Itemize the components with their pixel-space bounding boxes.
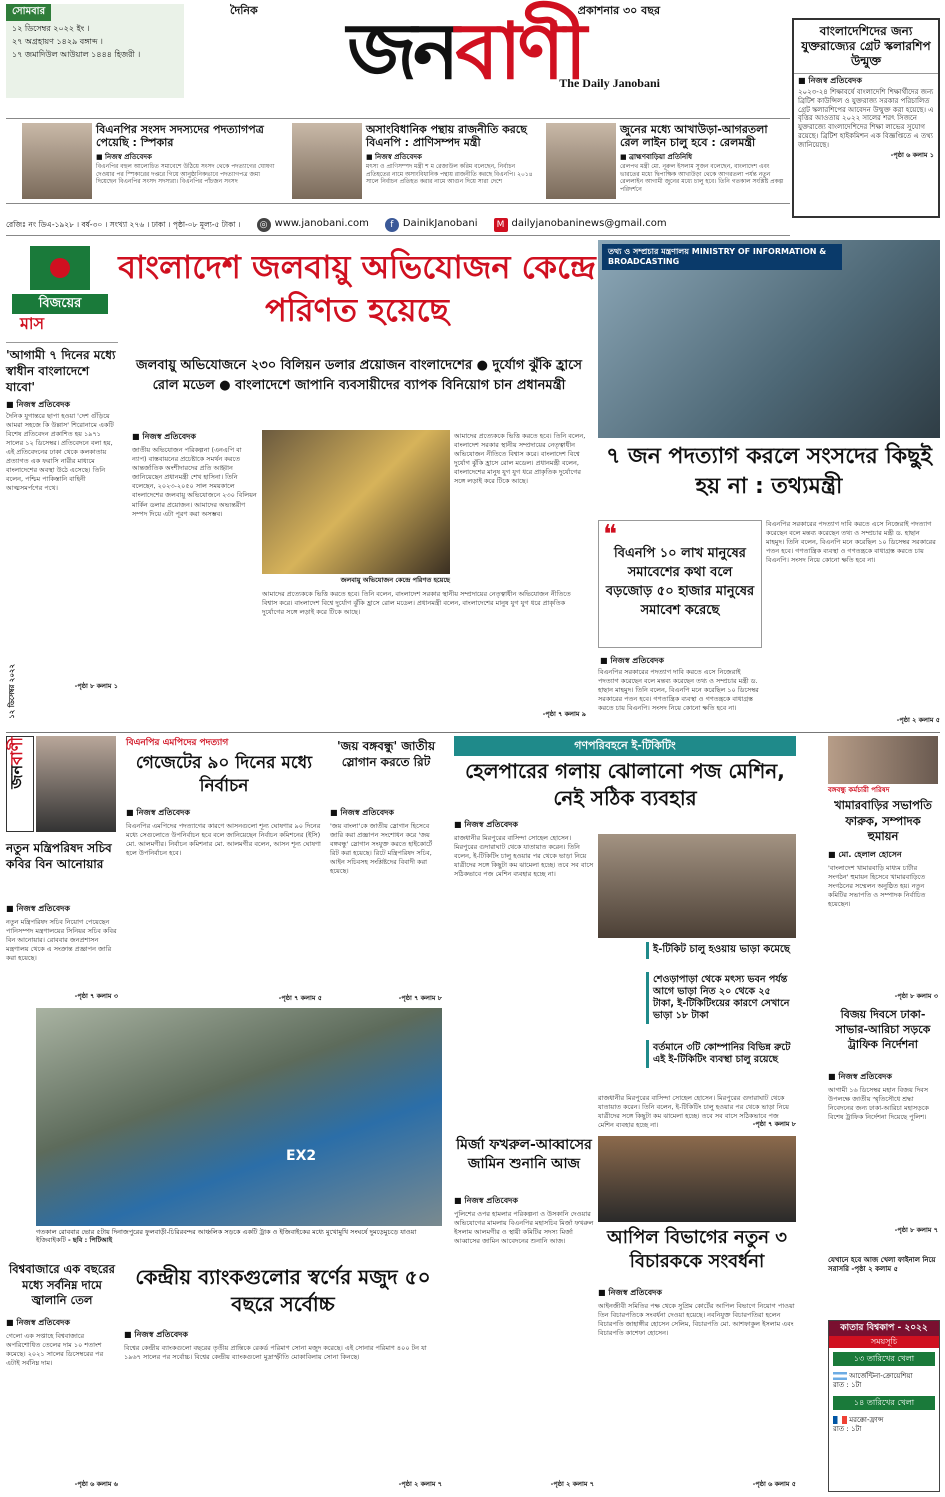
farm-byline: ■ মো. হেলাল হোসেন — [828, 850, 902, 859]
cabinet-secretary-continue[interactable]: -পৃষ্ঠা ৭ কলাম ৩ — [74, 992, 118, 1000]
gold-headline[interactable]: কেন্দ্রীয় ব্যাংকগুলোর স্বর্ণের মজুদ ৫০ বছরে সর্বোচ্চ — [135, 1265, 431, 1316]
worldcup-subtitle: সময়সূচি — [829, 1336, 939, 1348]
masthead-anniversary-tag: প্রকাশনার ৩০ বছর — [577, 4, 660, 17]
eticket-callout-3: বর্তমানে ৩টি কোম্পানির বিভিন্ন রুটে এই ই-টিকিটিং ব্যবস্থা চালু রয়েছে — [646, 1040, 796, 1068]
worldcup-teaser-continue: -পৃষ্ঠা ২ কলাম ৫ — [851, 1264, 899, 1273]
teaser-rail-minister[interactable] — [546, 123, 790, 201]
joy-bangla-headline[interactable]: 'জয় বঙ্গবন্ধু' জাতীয় স্লোগান করতে রিট — [336, 739, 436, 770]
masthead[interactable] — [200, 0, 780, 104]
accident-photo — [36, 1008, 442, 1226]
worldcup-match1 — [829, 1370, 939, 1392]
appeal-text: আইনজীবী সমিতির পক্ষ থেকে সুপ্রিম কোর্টের আপিল বিভাগে নিয়োগ পাওয়া তিন বিচারপতিকে সংবর্ধনা দেওয়া হয়েছে। নবনিযুক্ত বিচারপতিরা হলেন বিচারপতি জাহাঙ্গীর হোসেন সেলিম, বিচারপতি মো. আশফাকুল ইসলাম এবং বিচারপতি কাশেফা হোসেন। — [598, 1302, 795, 1338]
logo-part-b: বাণী — [455, 6, 583, 97]
website-link[interactable] — [257, 218, 369, 232]
argentina-flag-icon — [833, 1372, 847, 1380]
victory-day-continue[interactable]: -পৃষ্ঠা ৮ কলাম ৭ — [894, 1226, 938, 1234]
section-divider — [6, 732, 940, 733]
date-hijri: ১৭ জমাদিউল আউয়াল ১৪৪৪ হিজরী । — [12, 49, 141, 59]
eticket-continue[interactable]: -পৃষ্ঠা ৭ কলাম ৮ — [752, 1120, 796, 1128]
bnp-mp-byline: ■ নিজস্ব প্রতিবেদক — [126, 808, 190, 817]
side-article-byline: ■ নিজস্ব প্রতিবেদক — [6, 399, 70, 409]
mirza-headline[interactable]: মির্জা ফখরুল-আব্বাসের জামিন শুনানি আজ — [456, 1137, 592, 1172]
scholarship-continue[interactable]: -পৃষ্ঠা ৬ কলাম ১ — [890, 151, 934, 160]
victory-day-text: আগামী ১৬ ডিসেম্বর মহান বিজয় দিবস উপলক্ষে জাতীয় স্মৃতিসৌধে শ্রদ্ধা নিবেদনের জন্য ঢাকা-আরিচা মহাসড়কে বিশেষ ট্রাফিক নির্দেশনা দিয়েছে পুলিশ। — [828, 1086, 929, 1122]
date-english: ১২ ডিসেম্বর ২০২২ ইং । — [12, 23, 90, 33]
oil-headline[interactable]: বিশ্ববাজারে এক বছরের মধ্যে সর্বনিম্ন দামে জ্বালানি তেল — [8, 1262, 115, 1308]
mirza-text: পুলিশের ওপর হামলার পরিকল্পনা ও উসকানি দেওয়ার অভিযোগের মামলায় বিএনপির মহাসচিব মির্জা ফখরুল ইসলাম আলমগীর ও স্থায়ী কমিটির সদস্য মির্জা আব্বাসের জামিন আবেদনের শুনানি আজ। — [454, 1210, 594, 1246]
email-link[interactable] — [494, 218, 667, 232]
victory-line2: মাস — [20, 314, 45, 333]
info-minister-continue[interactable]: -পৃষ্ঠা ২ কলাম ৫ — [896, 716, 940, 724]
rail-minister-photo — [546, 123, 616, 199]
bus-photo — [598, 834, 796, 938]
website-text: www.janobani.com — [274, 218, 369, 230]
cabinet-secretary-headline[interactable]: নতুন মন্ত্রিপরিষদ সচিব কবির বিন আনোয়ার — [6, 841, 112, 872]
accident-caption-text: গতকাল রোববার ভোর ৫টায় দিনাজপুরের ফুলবাড়ী-চিরিরবন্দর আঞ্চলিক সড়কে একটি ট্রাক ও ইজিবাইকের মধ্যে মুখোমুখি সংঘর্ষে দুমড়েমুচড়ে যাওয়া ইজিবাইকটি — [36, 1228, 417, 1245]
bnp-mp-headline[interactable]: গেজেটের ৯০ দিনের মধ্যে নির্বাচন — [135, 753, 313, 796]
appeal-headline[interactable]: আপিল বিভাগের নতুন ৩ বিচারককে সংবর্ধনা — [606, 1227, 787, 1273]
info-minister-text-1: বিএনপির সরকারের পদত্যাগ দাবি করতে এসে নিজেরাই পদত্যাগ করেছেন বলে মন্তব্য করেছেন তথ্য ও সম্প্রচার মন্ত্রী ড. হাছান মাহমুদ। তিনি বলেন, বিএনপি মনে করেছিল ১০ ডিসেম্বর সরকারের পতন হবে। গণতান্ত্রিক ব্যবস্থা ও গণতন্ত্রকে বাধাগ্রস্ত করতে চায় বিএনপি। সংসদ নিয়ে কোনো ক্ষতি হবে না। — [598, 668, 759, 713]
gold-continue[interactable]: -পৃষ্ঠা ২ কলাম ৭ — [398, 1480, 442, 1488]
bnp-mp-kicker: বিএনপির এমপিদের পদত্যাগ — [126, 738, 229, 748]
speaker-photo — [22, 123, 92, 199]
accident-credit: - ছবি : পিটিআই — [67, 1236, 113, 1245]
registration-info: রেজিঃ নং ডিএ-১৯২৮ । বর্ষ-৩০ । সংখ্যা ২৭৬ । ঢাকা । পৃষ্ঠা-০৮ মূল্য-৫ টাকা । — [6, 219, 241, 229]
victory-day-headline[interactable]: বিজয় দিবসে ঢাকা-সাভার-আরিচা সড়কে ট্রাফিক নির্দেশনা — [835, 1008, 931, 1051]
scholarship-byline: ■ নিজস্ব প্রতিবেদক — [798, 76, 862, 85]
masthead-daily-tag: দৈনিক — [230, 4, 258, 17]
lead-continue[interactable]: -পৃষ্ঠা ৭ কলাম ৯ — [542, 710, 586, 718]
teaser-speaker[interactable] — [22, 123, 284, 201]
gold-text: বিশ্বের কেন্দ্রীয় ব্যাংকগুলো বছরের তৃতীয় প্রান্তিকে রেকর্ড পরিমাণ সোনা মজুদ করেছে। এই সোনার পরিমাণ ৪০০ টন যা ১৯৬৭ সালের পর সর্বোচ্চ। বিশ্বের কেন্দ্রীয় ব্যাংকগুলো মুদ্রাস্ফীতি মোকাবিলায় সোনা কিনছে। — [124, 1344, 427, 1362]
cabinet-secretary-text: নতুন মন্ত্রিপরিষদ সচিব নিয়োগ পেয়েছেন পানিসম্পদ মন্ত্রণালয়ের সিনিয়র সচিব কবির বিন আনোয়ার। রোববার জনপ্রশাসন মন্ত্রণালয় থেকে এ সংক্রান্ত প্রজ্ঞাপন জারি করা হয়েছে। — [6, 918, 117, 963]
cabinet-secretary-photo — [36, 736, 116, 832]
info-minister-byline: ■ নিজস্ব প্রতিবেদক — [600, 656, 664, 665]
facebook-link[interactable] — [385, 218, 478, 232]
info-bar — [6, 214, 790, 236]
side-article-title[interactable]: 'আগামী ৭ দিনের মধ্যে স্বাধীন বাংলাদেশে যাবো' — [6, 342, 118, 396]
farm-text: 'বাংলাদেশ খামারবাড়ি মাধ্যম চার্টার সংগঠন' হুমায়ন হিসেবে খামারবাড়িতে সংগঠনের সম্মেলন অনুষ্ঠিত হয়। নতুন কমিটির সভাপতি ও সম্পাদক নির্বাচিত হয়েছেন। — [828, 864, 926, 909]
side-article-independence[interactable] — [6, 342, 118, 690]
lead-subheadline: জলবায়ু অভিযোজনে ২৩০ বিলিয়ন ডলার প্রয়োজন বাংলাদেশের ● দুর্যোগ ঝুঁকি হ্রাসে রোল মডেল ● বাংলাদেশে জাপানি ব্যবসায়ীদের ব্যাপক বিনিয়োগ চান প্রধানমন্ত্রী — [136, 358, 582, 393]
cabinet-secretary-byline: ■ নিজস্ব প্রতিবেদক — [6, 904, 70, 913]
english-name: The Daily Janobani — [559, 76, 660, 90]
match2-text: মরক্কো-ফ্রান্স — [849, 1415, 884, 1424]
farm-leaders-photo — [828, 736, 938, 784]
weekday-label: সোমবার — [6, 4, 51, 21]
lead-text-col2: আমাদের প্রত্যেককে ভিত্তি করতে হবে। তিনি বলেন, বাংলাদেশ সরকার স্থানীয় সম্প্রদায়ের নেতৃত্বাধীন অভিযোজন নীতিতে বিশ্বাস করে। বাংলাদেশ বিশ্বে দুর্যোগ ঝুঁকি হ্রাসে রোল মডেল। প্রধানমন্ত্রী বলেন, বাংলাদেশের মানুষ যুগ যুগ ধরে প্রাকৃতিক দুর্যোগের সঙ্গে লড়াই করে টিকে আছে। — [454, 432, 586, 486]
vertical-date: ১২ ডিসেম্বর ২০২২ — [8, 664, 16, 719]
match2-time: রাত : ১টা — [833, 1424, 862, 1433]
lead-text-col1: জাতীয় অভিযোজন পরিকল্পনা (এনএপি বা ন্যাপ) বাস্তবায়নের প্রচেষ্টাকে সমর্থন করতে আন্তর্জাতিক অংশীদারদের প্রতি আহ্বান জানিয়েছেন প্রধানমন্ত্রী শেখ হাসিনা। তিনি বলেছেন, ২০২৩-২০৫০ সাল সময়কালে বাংলাদেশের জলবায়ু অভিযোজনে ২৩০ বিলিয়ন মার্কিন ডলার প্রয়োজন। আমাদের অভ্যন্তরীণ সম্পদ দিয়ে এটা পূরণ করা অসম্ভব। — [132, 446, 257, 518]
accident-caption — [36, 1228, 442, 1244]
teaser-title[interactable]: অসাংবিধানিক পন্থায় রাজনীতি করছে বিএনপি : প্রাণিসম্পদ মন্ত্রী — [366, 123, 527, 150]
scholarship-box[interactable] — [792, 18, 940, 218]
flag-icon — [30, 246, 90, 290]
worldcup-schedule — [828, 1320, 940, 1492]
scholarship-text: ২০২৩-২৪ শিক্ষাবর্ষে বাংলাদেশি শিক্ষার্থীদের জন্য ব্রিটিশ কাউন্সিল ও যুক্তরাজ্য সরকার পরিচালিত গ্রেট স্কলারশিপের আবেদন উন্মুক্ত করা হয়েছে। এ বৃত্তির আওতায় ২০২২ সালের শরৎ সিজনে যুক্তরাজ্যে বাংলাদেশিদের শিক্ষা লাভের সুযোগ রয়েছে। ব্রিটিশ হাইকমিশন এক বিজ্ঞপ্তিতে এ তথ্য জানিয়েছে। — [798, 88, 934, 149]
mail-icon: M — [494, 218, 508, 232]
scholarship-title[interactable]: বাংলাদেশিদের জন্য যুক্তরাজ্যের গ্রেট স্কলারশিপ উন্মুক্ত — [794, 20, 938, 74]
pm-photo — [262, 430, 450, 574]
bnp-mp-text: বিএনপির এমপিদের পদত্যাগের কারণে আসনগুলো শূন্য ঘোষণার ৯০ দিনের মধ্যে সেগুলোতে উপনির্বাচন হবে বলে জানিয়েছেন নির্বাচন কমিশনের (ইসি) মো. আলমগীর। নির্বাচন কমিশনার মো. আলমগীর বলেন, আসন শূন্য ঘোষণা হলে উপনির্বাচন হবে। — [126, 822, 321, 858]
vehicle-plate-text: EX2 — [286, 1148, 317, 1164]
teaser-text: বিএনপির বহুল আলোচিত সমাবেশে উঠিয়ে সংসদ থেকে পদত্যাগের ঘোষণা দেওয়ার পর স্পিকারের দপ্তরে গিয়ে আনুষ্ঠানিকভাবে পদত্যাগপত্র জমা দিয়েছেন বিএনপির সংসদ সদস্যরা। বিএনপির পাঁচজন সংসদ — [96, 163, 275, 185]
eticket-headline[interactable]: হেলপারের গলায় ঝোলানো পজ মেশিন, নেই সঠিক ব্যবহার — [465, 759, 785, 810]
teaser-text: মৎস্য ও প্রাণিসম্পদ মন্ত্রী শ ম রেজাউল করিম বলেছেন, নির্বাচন প্রতিহতের নামে অসাংবিধানিক পন্থায় রাজনীতি করছে বিএনপি। ২০১৪ সালে নির্বাচন প্রতিহত করার নামে আগুন দিয়ে সারা দেশে — [366, 163, 533, 185]
press-conference-photo — [598, 240, 940, 438]
worldcup-day1: ১৩ তারিখের খেলা — [833, 1352, 935, 1366]
teaser-strip — [6, 118, 790, 204]
appeal-continue[interactable]: -পৃষ্ঠা ৬ কলাম ৫ — [752, 1480, 796, 1488]
quote-mark-icon: ❝ — [603, 520, 617, 550]
globe-icon: ◎ — [257, 218, 271, 232]
eticket-byline: ■ নিজস্ব প্রতিবেদক — [454, 820, 518, 829]
victory-line1: বিজয়ের — [12, 294, 108, 314]
oil-continue[interactable]: -পৃষ্ঠা ৬ কলাম ৬ — [74, 1480, 118, 1488]
quote-text: বিএনপি ১০ লাখ মানুষের সমাবেশের কথা বলে বড়জোড় ৫০ হাজার মানুষের সমাবেশ করেছে — [605, 546, 755, 618]
mirza-continue[interactable]: -পৃষ্ঠা ২ কলাম ৭ — [550, 1480, 594, 1488]
oil-byline: ■ নিজস্ব প্রতিবেদক — [6, 1318, 70, 1327]
joy-bangla-text: 'জয় বাংলা'কে জাতীয় স্লোগান হিসেবে জারি করা প্রজ্ঞাপন সংশোধন করে 'জয় বঙ্গবন্ধু' স্লোগান সংযুক্ত করতে হাইকোর্টে রিট করা হয়েছে। রিটে মন্ত্রিপরিষদ সচিব, আইন সচিবসহ সংশ্লিষ্টদের বিবাদী করা হয়েছে। — [330, 822, 433, 876]
france-flag-icon — [833, 1416, 847, 1424]
logo-part-a: জন — [347, 6, 456, 97]
worldcup-day2: ১৪ তারিখের খেলা — [833, 1396, 935, 1410]
appeal-byline: ■ নিজস্ব প্রতিবেদক — [598, 1288, 662, 1297]
eticket-text: রাজধানীর মিরপুরের বাসিন্দা সোহেল হোসেন। মিরপুরের গুদারাঘাট থেকে যাতায়াত করেন। তিনি বলেন, ই-টিকিটিং চালু হওয়ার পর থেকে ভাড়া নিয়ে যাত্রীদের সঙ্গে কিছুটা কম ঝামেলা হচ্ছে। তবে সব বাসে সঠিকভাবে পজ মেশিন ব্যবহার হচ্ছে না। — [454, 834, 594, 879]
farm-continue[interactable]: -পৃষ্ঠা ৮ কলাম ৩ — [894, 992, 938, 1000]
worldcup-match2 — [829, 1414, 939, 1436]
mini-logo — [6, 736, 34, 832]
email-text: dailyjanobaninews@gmail.com — [511, 218, 667, 230]
teaser-livestock-minister[interactable] — [292, 123, 542, 201]
eticket-callout-2: শেওড়াপাড়া থেকে মৎস্য ভবন পর্যন্ত আগে ভাড়া নিত ২০ থেকে ২৫ টাকা, ই-টিকিটিংয়ের কারণে সেখানে ভাড়া ১৮ টাকা — [646, 972, 796, 1024]
judges-photo — [598, 1136, 796, 1222]
victory-month-logo — [6, 240, 114, 332]
info-minister-headline[interactable]: ৭ জন পদত্যাগ করলে সংসদের কিছুই হয় না : তথ্যমন্ত্রী — [606, 444, 932, 499]
eticket-callout-1: ই-টিকিট চালু হওয়ায় ভাড়া কমেছে — [646, 942, 796, 959]
victory-day-byline: ■ নিজস্ব প্রতিবেদক — [828, 1072, 892, 1081]
facebook-text: DainikJanobani — [402, 218, 478, 230]
worldcup-title: কাতার বিশ্বকাপ - ২০২২ — [829, 1321, 939, 1336]
side-article-continue[interactable]: -পৃষ্ঠা ৮ কলাম ১ — [74, 681, 118, 690]
minister-photo — [292, 123, 362, 199]
facebook-icon: f — [385, 218, 399, 232]
match1-text: আর্জেন্টিনা-ক্রোয়েশিয়া — [849, 1372, 913, 1381]
joy-bangla-byline: ■ নিজস্ব প্রতিবেদক — [330, 808, 394, 817]
eticket-text-2: রাজধানীর মিরপুরের বাসিন্দা সোহেল হোসেন। মিরপুরের গুদারাঘাট থেকে যাতায়াত করেন। তিনি বলেন, ই-টিকিটিং চালু হওয়ার পর থেকে ভাড়া নিয়ে যাত্রীদের সঙ্গে কিছুটা কম ঝামেলা হচ্ছে। তবে সব বাসে সঠিকভাবে পজ মেশিন ব্যবহার হচ্ছে না। — [598, 1094, 789, 1130]
lead-headline[interactable]: বাংলাদেশ জলবায়ু অভিযোজন কেন্দ্রে পরিণত হয়েছে — [118, 248, 596, 330]
lead-text-col3: আমাদের প্রত্যেককে ভিত্তি করতে হবে। তিনি বলেন, বাংলাদেশ সরকার স্থানীয় সম্প্রদায়ের নেতৃত্বাধীন অভিযোজন নীতিতে বিশ্বাস করে। বাংলাদেশ বিশ্বে দুর্যোগ ঝুঁকি হ্রাসে রোল মডেল। প্রধানমন্ত্রী বলেন, বাংলাদেশের মানুষ যুগ যুগ ধরে প্রাকৃতিক দুর্যোগের সঙ্গে লড়াই করে টিকে আছে। — [262, 590, 571, 617]
bnp-mp-continue[interactable]: -পৃষ্ঠা ৭ কলাম ৫ — [278, 994, 322, 1002]
teaser-title[interactable]: জুনের মধ্যে আখাউড়া-আগরতলা রেল লাইন চালু হবে : রেলমন্ত্রী — [620, 123, 768, 150]
mini-logo-text: জনবাণী — [7, 737, 26, 789]
quote-box — [598, 520, 762, 648]
pm-photo-caption: জলবায়ু অভিযোজন কেন্দ্রে পরিণত হয়েছে — [340, 576, 450, 584]
teaser-byline: ■ ব্রাহ্মণবাড়িয়া প্রতিনিধি — [620, 153, 693, 161]
info-minister-text-2: বিএনপির সরকারের পদত্যাগ দাবি করতে এসে নিজেরাই পদত্যাগ করেছেন বলে মন্তব্য করেছেন তথ্য ও সম্প্রচার মন্ত্রী ড. হাছান মাহমুদ। তিনি বলেন, বিএনপি মনে করেছিল ১০ ডিসেম্বর সরকারের পতন হবে। গণতান্ত্রিক ব্যবস্থা ও গণতন্ত্রকে বাধাগ্রস্ত করতে চায় বিএনপি। সংসদ নিয়ে কোনো ক্ষতি হবে না। — [766, 520, 936, 565]
lead-byline: ■ নিজস্ব প্রতিবেদক — [132, 432, 196, 441]
match1-time: রাত : ১টা — [833, 1381, 862, 1389]
teaser-byline: ■ নিজস্ব প্রতিবেদক — [96, 153, 152, 161]
oil-text: গেলো এক সপ্তাহে বিশ্ববাজারে অপরিশোধিত তেলের দাম ১০ শতাংশ কমেছে। ২০২১ সালের ডিসেম্বরের পর এটাই সর্বনিম্ন দাম। — [6, 1332, 104, 1368]
gold-byline: ■ নিজস্ব প্রতিবেদক — [124, 1330, 188, 1339]
farm-kicker: বঙ্গবন্ধু কর্মচারী পরিষদ — [828, 786, 890, 794]
worldcup-teaser-text: যেখানে হবে আজ খেলা ফাইনাল নিয়ে সরাসরি — [828, 1256, 936, 1273]
worldcup-teaser[interactable] — [828, 1256, 938, 1274]
date-bengali: ২৭ অগ্রহায়ণ ১৪২৯ বঙ্গাব্দ । — [12, 36, 103, 46]
ministry-banner: তথ্য ও সম্প্রচার মন্ত্রণালয় MINISTRY OF INFORMATION & BROADCASTING — [602, 244, 842, 270]
side-article-text: দৈনিক যুগান্তরে ছাপা হওয়া 'দেশ গুঁড়িয়ে আমরা সহজে কি উল্লাস' শিরোনামে একটি বিশেষ প্রতিবেদন প্রকাশিত হয় ১৯৭১ সালের ১২ ডিসেম্বর। প্রতিবেদনে বলা হয়, এই প্রতিবেদনের ঢাকা থেকে কলকাতায় প্রত্যাগত এক ফরাসি নারীর মাধ্যমে বাংলাদেশের অবস্থা উঠে এসেছে। তিনি বলেন, পশ্চিম পাকিস্তানি বাহিনী আত্মসমর্পণের পথে। — [6, 411, 114, 493]
mirza-byline: ■ নিজস্ব প্রতিবেদক — [454, 1196, 518, 1205]
teaser-text: রেলপথ মন্ত্রী মো. নূরুল ইসলাম সুজন বলেছেন, বাংলাদেশ এবং ভারতের মধ্যে দ্বিপাক্ষিক আখাউড়া থেকে আগরতলা পর্যন্ত নতুন রেললাইন আগামী জুনের মধ্যে চালু হবে। তিনি গতকাল সংশ্লিষ্ট প্রকল্প পরিদর্শনে — [620, 163, 784, 193]
teaser-title[interactable]: বিএনপির সংসদ সদস্যদের পদত্যাগপত্র পেয়েছি : স্পিকার — [96, 123, 264, 150]
joy-bangla-continue[interactable]: -পৃষ্ঠা ৭ কলাম ৮ — [398, 994, 442, 1002]
farm-headline[interactable]: খামারবাড়ির সভাপতি ফারুক, সম্পাদক হুমায়ন — [834, 798, 932, 844]
teaser-byline: ■ নিজস্ব প্রতিবেদক — [366, 153, 422, 161]
date-box — [6, 4, 184, 98]
eticket-kicker: গণপরিবহনে ই-টিকিটিং — [454, 736, 796, 756]
